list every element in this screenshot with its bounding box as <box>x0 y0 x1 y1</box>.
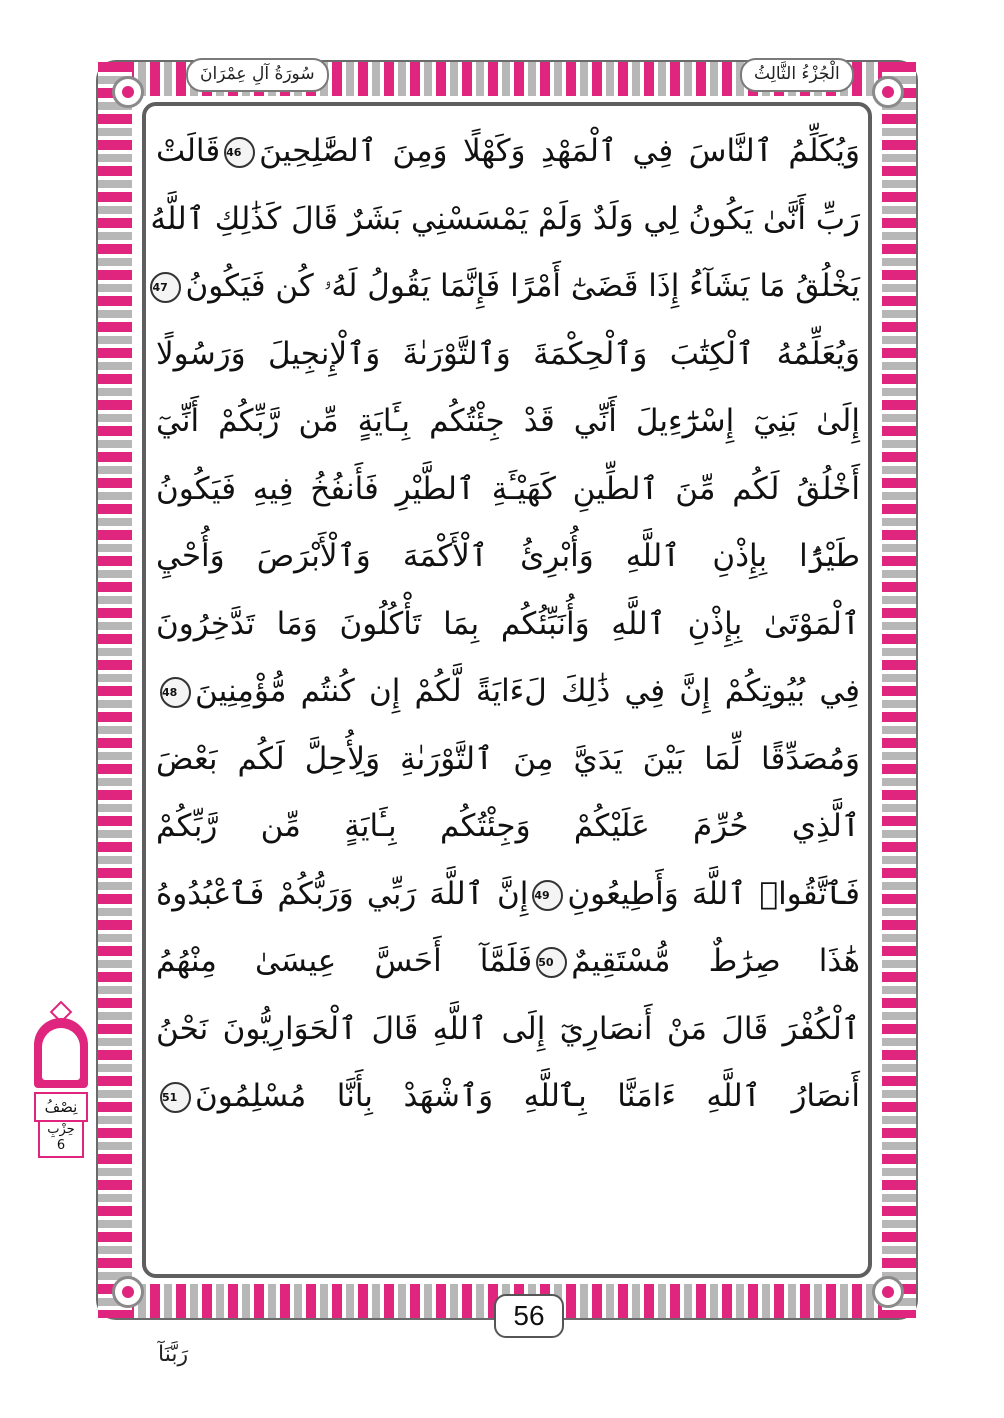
verse-text: فِي بُيُوتِكُمْ إِنَّ فِي ذَٰلِكَ لَءَايَةً لَّكُمْ إِن كُنتُم مُّؤْمِنِينَ <box>195 673 860 709</box>
verse-line <box>156 321 860 389</box>
ayah-number-marker: 48 <box>160 677 191 708</box>
hizb-word: حِزْبِ <box>47 1122 75 1137</box>
verse-line <box>156 658 860 726</box>
verse-text: فَلَمَّآ أَحَسَّ عِيسَىٰ مِنْهُمُ <box>156 943 533 979</box>
verse-text: رَبِّ أَنَّىٰ يَكُونُ لِي وَلَدٌ وَلَمْ يَمْسَسْنِي بَشَرٌ قَالَ كَذَٰلِكِ ٱللَّهُ <box>150 200 860 237</box>
verse-line <box>156 928 860 996</box>
verse-line <box>156 591 860 659</box>
verse-text: فَٱتَّقُوا۟ ٱللَّهَ وَأَطِيعُونِ <box>567 875 860 912</box>
verse-line <box>156 118 860 186</box>
hizb-number: 6 <box>56 1138 66 1153</box>
verse-line <box>156 1063 860 1131</box>
corner-ornament-top-right <box>112 76 144 108</box>
arch-ornament-icon <box>34 1018 88 1088</box>
verse-line <box>156 388 860 456</box>
verse-text: إِلَىٰ بَنِيٓ إِسْرَٰٓءِيلَ أَنِّي قَدْ جِئْتُكُم بِـَٔايَةٍ مِّن رَّبِّكُمْ أَنِّيٓ <box>156 403 860 439</box>
verse-line <box>156 726 860 794</box>
verse-line <box>156 456 860 524</box>
verse-text: قَالَتْ <box>156 133 221 169</box>
corner-ornament-top-left <box>872 76 904 108</box>
verse-text: وَمُصَدِّقًا لِّمَا بَيْنَ يَدَيَّ مِنَ ٱلتَّوْرَىٰةِ وَلِأُحِلَّ لَكُم بَعْضَ <box>156 740 860 777</box>
verse-line <box>156 523 860 591</box>
ayah-number-marker: 51 <box>160 1082 191 1113</box>
verse-text: إِنَّ ٱللَّهَ رَبِّي وَرَبُّكُمْ فَٱعْبُدُوهُ <box>156 875 529 912</box>
ayah-number-marker: 46 <box>224 137 255 168</box>
ayah-number-marker: 47 <box>150 272 181 303</box>
verse-text: ٱلْكُفْرَ قَالَ مَنْ أَنصَارِيٓ إِلَى ٱللَّهِ قَالَ ٱلْحَوَارِيُّونَ نَحْنُ <box>156 1010 860 1047</box>
verse-line <box>150 186 860 254</box>
hizb-marker <box>28 1018 94 1158</box>
verse-text: وَيُكَلِّمُ ٱلنَّاسَ فِي ٱلْمَهْدِ وَكَهْلًا وَمِنَ ٱلصَّٰلِحِينَ <box>259 133 860 169</box>
verse-text: ٱلْمَوْتَىٰ بِإِذْنِ ٱللَّهِ وَأُنَبِّئُكُم بِمَا تَأْكُلُونَ وَمَا تَدَّخِرُونَ <box>156 605 860 642</box>
verse-line <box>156 861 860 929</box>
ayah-number-marker: 49 <box>532 880 563 911</box>
verse-text: وَيُعَلِّمُهُ ٱلْكِتَٰبَ وَٱلْحِكْمَةَ وَٱلتَّوْرَىٰةَ وَٱلْإِنجِيلَ وَرَسُولًا <box>156 335 860 372</box>
page-number: 56 <box>494 1294 564 1338</box>
surah-title: سُورَةُ آلِ عِمْرَانَ <box>186 58 329 92</box>
verse-line <box>156 793 860 861</box>
verse-lines <box>150 118 860 1131</box>
verse-text: أَخْلُقُ لَكُم مِّنَ ٱلطِّينِ كَهَيْـَٔةِ ٱلطَّيْرِ فَأَنفُخُ فِيهِ فَيَكُونُ <box>156 470 860 507</box>
verse-text: يَخْلُقُ مَا يَشَآءُ إِذَا قَضَىٰٓ أَمْرًا فَإِنَّمَا يَقُولُ لَهُۥ كُن فَيَكُونُ <box>185 268 860 304</box>
ayah-number-marker: 50 <box>536 947 567 978</box>
verse-line <box>156 996 860 1064</box>
verse-text: أَنصَارُ ٱللَّهِ ءَامَنَّا بِٱللَّهِ وَٱشْهَدْ بِأَنَّا مُسْلِمُونَ <box>195 1078 860 1114</box>
verse-text: طَيْرًۢا بِإِذْنِ ٱللَّهِ وَأُبْرِئُ ٱلْأَكْمَهَ وَٱلْأَبْرَصَ وَأُحْيِ <box>156 538 860 574</box>
hizb-label: نِصْفُ <box>34 1092 88 1122</box>
catchword: رَبَّنَآ <box>158 1342 189 1367</box>
corner-ornament-bottom-right <box>112 1276 144 1308</box>
verse-line <box>152 253 860 321</box>
corner-ornament-bottom-left <box>872 1276 904 1308</box>
hizb-sub-label <box>38 1122 84 1158</box>
verse-text: ٱلَّذِي حُرِّمَ عَلَيْكُمْ وَجِئْتُكُم بِـَٔايَةٍ مِّن رَّبِّكُمْ <box>156 808 860 844</box>
juz-title: الْجُزْءُ الثَّالِثُ <box>740 58 854 92</box>
verse-text: هَٰذَا صِرَٰطٌ مُّسْتَقِيمٌ <box>571 943 860 979</box>
